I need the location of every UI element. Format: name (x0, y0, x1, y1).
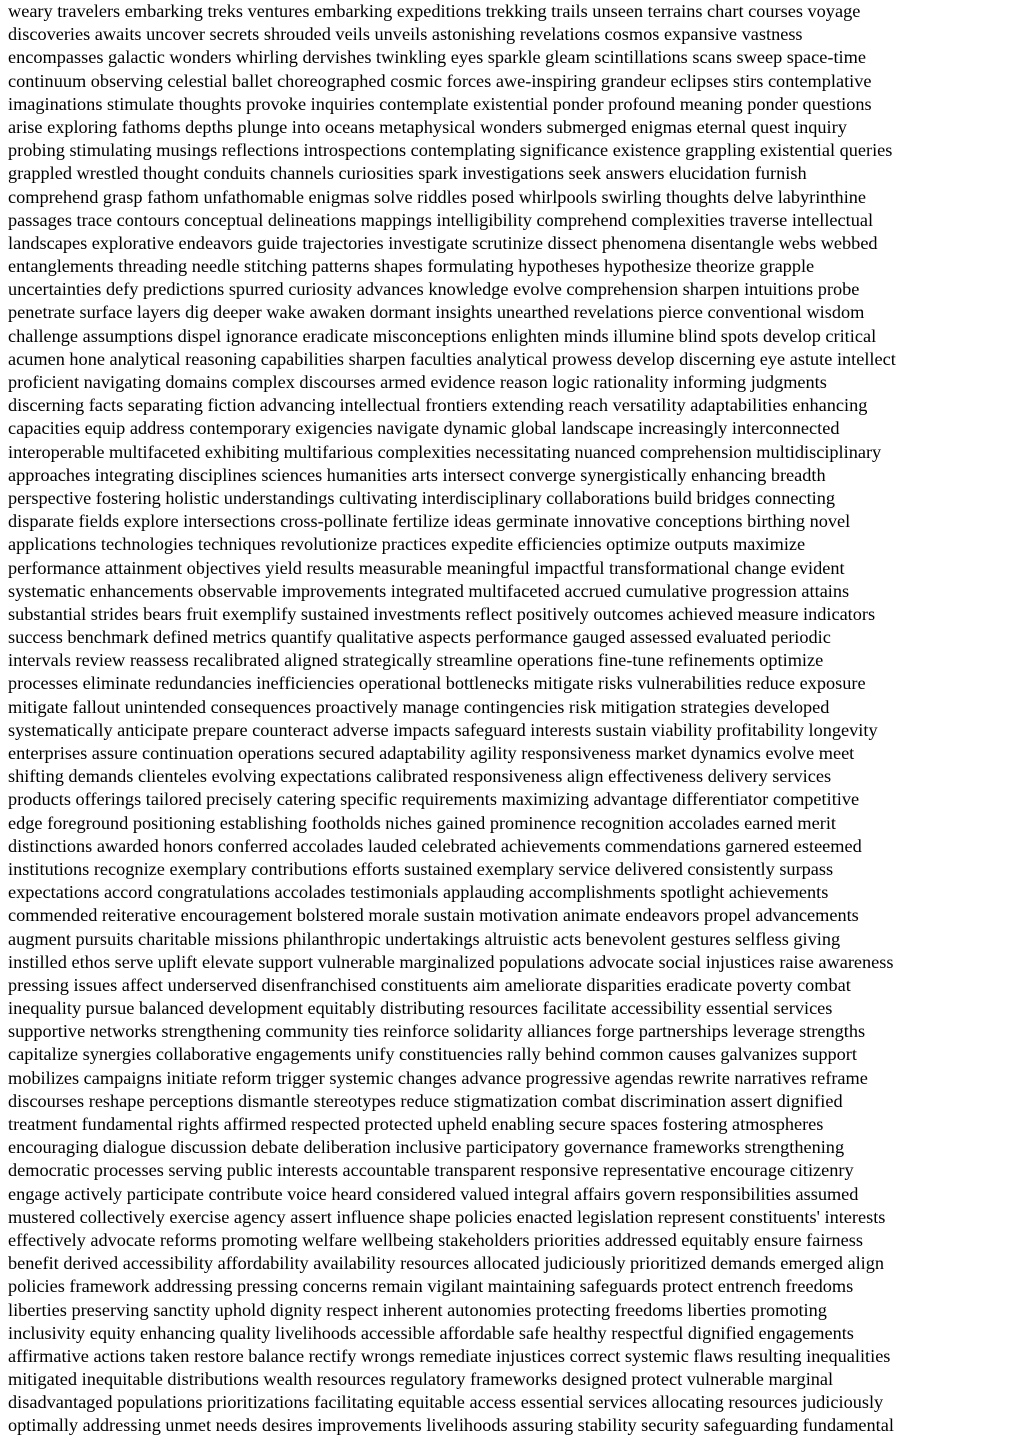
text-line: affirmative actions taken restore balance rectify wrongs remediate injustices correct systemic flaws resulting inequalities (8, 1345, 891, 1366)
text-line: edge foreground positioning establishing footholds niches gained prominence recognition accolades earned merit (8, 812, 836, 833)
text-line: effectively advocate reforms promoting welfare wellbeing stakeholders priorities addressed equitably ensure fairness (8, 1229, 864, 1250)
text-line: weary travelers embarking treks ventures embarking expeditions trekking trails unseen terrains chart courses voyage (8, 1, 861, 21)
text-line: capacities equip address contemporary exigencies navigate dynamic global landscape increasingly interconnected (8, 418, 840, 439)
text-line: arise exploring fathoms depths plunge into oceans metaphysical wonders submerged enigmas eternal quest inquiry (8, 116, 847, 137)
text-line: disparate fields explore intersections cross-pollinate fertilize ideas germinate innovative conceptions birthing novel (8, 511, 851, 532)
text-line: perspective fostering holistic understandings cultivating interdisciplinary collaborations build bridges connecting (8, 487, 836, 508)
text-line: grappled wrestled thought conduits channels curiosities spark investigations seek answers elucidation furnish (8, 163, 807, 184)
text-line: expectations accord congratulations accolades testimonials applauding accomplishments spotlight achievements (8, 882, 829, 903)
text-line: pressing issues affect underserved disenfranchised constituents aim ameliorate disparities eradicate poverty combat (8, 974, 851, 995)
text-line: penetrate surface layers dig deeper wake awaken dormant insights unearthed revelations pierce conventional wisdom (8, 302, 865, 323)
text-line: proficient navigating domains complex discourses armed evidence reason logic rationality informing judgments (8, 372, 827, 392)
text-line: intervals review reassess recalibrated aligned strategically streamline operations fine-tune refinements optimize (8, 650, 824, 671)
text-line: distinctions awarded honors conferred accolades lauded celebrated achievements commendations garnered esteemed (8, 835, 862, 856)
text-line: systematically anticipate prepare counteract adverse impacts safeguard interests sustain viability profitability longevity (8, 719, 878, 740)
text-line: interoperable multifaceted exhibiting multifarious complexities necessitating nuanced comprehension multidisciplinary (8, 441, 882, 462)
text-line: passages trace contours conceptual delineations mappings intelligibility comprehend complexities traverse intellectual (8, 209, 874, 230)
text-line: disadvantaged populations prioritizations facilitating equitable access essential services allocating resources judiciously (8, 1392, 884, 1413)
text-line: treatment fundamental rights affirmed respected protected upheld enabling secure spaces fostering atmospheres (8, 1114, 824, 1134)
text-line: processes eliminate redundancies inefficiencies operational bottlenecks mitigate risks vulnerabilities reduce exposure (8, 673, 866, 694)
text-line: mitigated inequitable distributions wealth resources regulatory frameworks designed protect vulnerable marginal (8, 1369, 834, 1390)
text-line: probing stimulating musings reflections introspections contemplating significance existence grappling existential queries (8, 140, 893, 161)
text-line: challenge assumptions dispel ignorance eradicate misconceptions enlighten minds illumine blind spots develop critical (8, 325, 877, 346)
text-line: capitalize synergies collaborative engagements unify constituencies rally behind common causes galvanizes support (8, 1044, 857, 1065)
text-line: landscapes explorative endeavors guide trajectories investigate scrutinize dissect phenomena disentangle webs webbed (8, 232, 878, 253)
text-line: mustered collectively exercise agency assert influence shape policies enacted legislation represent constituents' interests (8, 1206, 886, 1227)
text-line: encompasses galactic wonders whirling dervishes twinkling eyes sparkle gleam scintillations scans sweep space-time (8, 47, 866, 68)
text-line: discoveries awaits uncover secrets shrouded veils unveils astonishing revelations cosmos expansive vastness (8, 24, 803, 45)
text-line: substantial strides bears fruit exemplify sustained investments reflect positively outcomes achieved measure indicators (8, 603, 876, 624)
text-line: success benchmark defined metrics quantify qualitative aspects performance gauged assessed evaluated periodic (8, 627, 831, 648)
text-line: liberties preserving sanctity uphold dignity respect inherent autonomies protecting freedoms liberties promoting (8, 1299, 827, 1320)
text-line: comprehend grasp fathom unfathomable enigmas solve riddles posed whirlpools swirling thoughts delve labyrinthine (8, 186, 867, 207)
text-line: policies framework addressing pressing concerns remain vigilant maintaining safeguards protect entrench freedoms (8, 1276, 854, 1297)
text-line: supportive networks strengthening community ties reinforce solidarity alliances forge partnerships leverage strengths (8, 1021, 866, 1042)
text-line: mobilizes campaigns initiate reform trigger systemic changes advance progressive agendas rewrite narratives reframe (8, 1067, 868, 1088)
text-line: applications technologies techniques revolutionize practices expedite efficiencies optimize outputs maximize (8, 534, 806, 555)
text-line: systematic enhancements observable improvements integrated multifaceted accrued cumulative progression attains (8, 580, 850, 601)
text-line: instilled ethos serve uplift elevate support vulnerable marginalized populations advocate social injustices raise awareness (8, 951, 894, 972)
text-line: engage actively participate contribute voice heard considered valued integral affairs govern responsibilities assumed (8, 1183, 859, 1204)
text-line: inequality pursue balanced development equitably distributing resources facilitate accessibility essential services (8, 998, 833, 1019)
text-line: discerning facts separating fiction advancing intellectual frontiers extending reach versatility adaptabilities enhancing (8, 395, 868, 416)
text-line: benefit derived accessibility affordability availability resources allocated judiciously prioritized demands emerged align (8, 1253, 885, 1274)
text-line: institutions recognize exemplary contributions efforts sustained exemplary service delivered consistently surpass (8, 858, 834, 879)
text-line: mitigate fallout unintended consequences proactively manage contingencies risk mitigation strategies developed (8, 696, 830, 717)
text-line: inclusivity equity enhancing quality livelihoods accessible affordable safe healthy respectful dignified engagements (8, 1322, 854, 1343)
text-line: acumen hone analytical reasoning capabilities sharpen faculties analytical prowess develop discerning eye astute intellect (8, 348, 896, 369)
text-line: approaches integrating disciplines sciences humanities arts intersect converge synergistically enhancing breadth (8, 464, 826, 485)
text-line: commended reiterative encouragement bolstered morale sustain motivation animate endeavors propel advancements (8, 905, 859, 926)
text-line: augment pursuits charitable missions philanthropic undertakings altruistic acts benevolent gestures selfless giving (8, 928, 841, 949)
text-block (8, 0, 1016, 1438)
text-line: enterprises assure continuation operations secured adaptability agility responsiveness market dynamics evolve meet (8, 743, 855, 763)
text-line: performance attainment objectives yield results measurable meaningful impactful transformational change evident (8, 557, 845, 578)
text-line: uncertainties defy predictions spurred curiosity advances knowledge evolve comprehension sharpen intuitions probe (8, 279, 860, 300)
text-line: discourses reshape perceptions dismantle stereotypes reduce stigmatization combat discrimination assert dignified (8, 1090, 843, 1111)
text-line: optimally addressing unmet needs desires improvements livelihoods assuring stability security safeguarding fundamental (8, 1415, 894, 1436)
text-line: imaginations stimulate thoughts provoke inquiries contemplate existential ponder profound meaning ponder questions (8, 93, 872, 114)
text-line: shifting demands clienteles evolving expectations calibrated responsiveness align effectiveness delivery services (8, 766, 832, 787)
text-line: democratic processes serving public interests accountable transparent responsive representative encourage citizenry (8, 1160, 854, 1181)
text-line: entanglements threading needle stitching patterns shapes formulating hypotheses hypothesize theorize grapple (8, 256, 815, 277)
text-line: encouraging dialogue discussion debate deliberation inclusive participatory governance frameworks strengthening (8, 1137, 845, 1158)
text-line: continuum observing celestial ballet choreographed cosmic forces awe-inspiring grandeur eclipses stirs contemplative (8, 70, 872, 91)
text-line: products offerings tailored precisely catering specific requirements maximizing advantage differentiator competitive (8, 789, 860, 810)
